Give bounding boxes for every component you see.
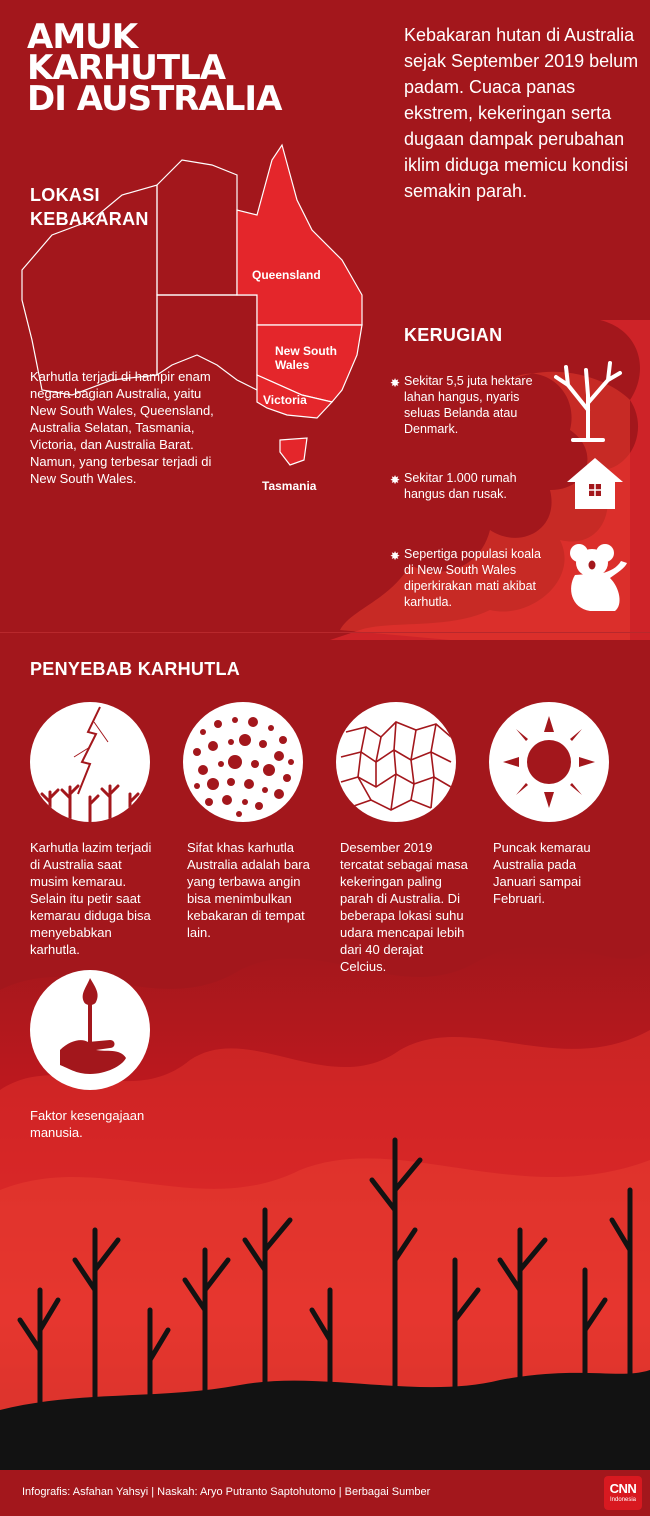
cause-circle-4 — [489, 702, 609, 822]
match-hand-icon — [30, 970, 150, 1090]
footer-credits: Infografis: Asfahan Yahsyi | Naskah: Aryo Putranto Saptohutomo | Berbagai Sumber — [22, 1486, 431, 1498]
cnn-logo-text: CNN — [609, 1481, 637, 1496]
loss-item-2 — [390, 470, 554, 502]
map-label-queensland: Queensland — [252, 268, 321, 282]
cnn-logo — [604, 1476, 642, 1510]
title-line-1: AMUK — [27, 17, 138, 57]
cause-text-5: Faktor kesengajaan manusia. — [30, 1108, 145, 1140]
loss-item-2-text: Sekitar 1.000 rumah hangus dan rusak. — [404, 471, 517, 501]
section-divider — [0, 632, 650, 633]
burst-bullet-icon: ✸ — [390, 473, 401, 487]
map-label-nsw: New South Wales — [275, 344, 337, 372]
map-label-victoria: Victoria — [263, 393, 307, 407]
loss-item-3 — [390, 546, 554, 610]
location-heading-line-1: LOKASI — [30, 185, 100, 205]
losses-heading: KERUGIAN — [404, 325, 503, 345]
cause-text-4: Puncak kemarau Australia pada Januari sampai Februari. — [493, 840, 591, 906]
title-line-3: DI AUSTRALIA — [27, 79, 282, 119]
cause-circle-1 — [30, 702, 150, 822]
cause-circle-5 — [30, 970, 150, 1090]
loss-item-1 — [390, 373, 554, 437]
lightning-icon — [30, 702, 150, 822]
burnt-tree-icon — [548, 355, 628, 445]
map-western-australia — [22, 185, 157, 395]
map-northern-territory — [157, 160, 237, 295]
page-title — [27, 17, 282, 119]
causes-heading: PENYEBAB KARHUTLA — [30, 659, 241, 679]
cause-circle-3 — [336, 702, 456, 822]
cracked-ground-icon — [336, 702, 456, 822]
embers-icon — [183, 702, 303, 822]
cnn-logo-subtext: Indonesia — [609, 1497, 637, 1503]
map-label-tasmania: Tasmania — [262, 479, 317, 493]
cause-circle-2 — [183, 702, 303, 822]
cause-text-3: Desember 2019 tercatat sebagai masa kekeringan paling parah di Australia. Di beberapa lokasi suhu udara mencapai lebih dari 40 derajat Celcius. — [340, 840, 468, 974]
location-description: Karhutla terjadi di hampir enam negara bagian Australia, yaitu New South Wales, Queensland, Australia Selatan, Tasmania, Victoria, dan Australia Barat. Namun, yang terbesar terjadi di New South Wales. — [30, 369, 214, 486]
sun-icon — [489, 702, 609, 822]
title-line-2: KARHUTLA — [27, 48, 226, 88]
koala-icon — [565, 543, 630, 613]
cause-text-1: Karhutla lazim terjadi di Australia saat musim kemarau. Selain itu petir saat kemarau diduga bisa menyebabkan karhutla. — [30, 840, 152, 957]
footer — [0, 1470, 650, 1516]
loss-item-3-text: Sepertiga populasi koala di New South Wales diperkirakan mati akibat karhutla. — [404, 547, 541, 609]
cause-text-2: Sifat khas karhutla Australia adalah bara yang terbawa angin bisa menimbulkan kebakaran di tempat lain. — [187, 840, 310, 940]
house-icon — [565, 456, 625, 511]
loss-item-1-text: Sekitar 5,5 juta hektare lahan hangus, nyaris seluas Belanda atau Denmark. — [404, 374, 533, 436]
map-tasmania — [280, 438, 307, 465]
burst-bullet-icon: ✸ — [390, 549, 401, 563]
location-heading-line-2: KEBAKARAN — [30, 209, 149, 229]
burst-bullet-icon: ✸ — [390, 376, 401, 390]
intro-text: Kebakaran hutan di Australia sejak September 2019 belum padam. Cuaca panas ekstrem, kekeringan serta dugaan dampak perubahan iklim diduga memicu kondisi semakin parah. — [404, 25, 639, 201]
map-queensland — [237, 145, 362, 325]
